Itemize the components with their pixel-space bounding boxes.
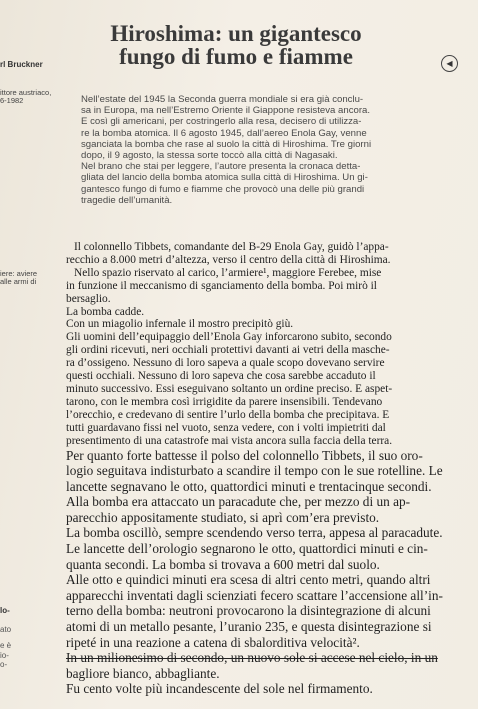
text-line: tutti guardavano fissi nel vuoto, senza vedere, con i volti impietriti dal [66, 421, 386, 434]
text-line: in funzione il meccanismo di sganciamento della bomba. Poi mirò il [66, 279, 377, 292]
intro-paragraph [81, 94, 473, 206]
text-line: Gli uomini dell’equipaggio dell’Enola Gay inforcarono subito, secondo [66, 331, 392, 344]
text-line: quanta secondi. La bomba si trovava a 600 metri dal suolo. [66, 556, 380, 572]
text-line: Per quanto forte battesse il polso del colonnello Tibbets, il suo oro- [66, 447, 423, 463]
margin-fragment: ato [0, 625, 12, 634]
intro-line: E così gli americani, per costringerlo alla resa, decisero di utilizza- [81, 116, 362, 128]
text-line: presentimento di una catastrofe mai vista ancora sulla faccia della terra. [66, 434, 393, 447]
title-line-2: fungo di fumo e fiamme [119, 44, 353, 69]
text-line: gli ordini ricevuti, neri occhiali protettivi davanti ai vetri della masche- [66, 344, 390, 357]
intro-line: dopo, il 9 agosto, la stessa sorte toccò alla città di Nagasaki. [81, 150, 338, 162]
text-line: atomi di un metallo pesante, l’uranio 235, e questa disintegrazione si [66, 619, 432, 635]
intro-line: gliata del lancio della bomba atomica sulla città di Hiroshima. Un gi- [81, 172, 368, 184]
text-line: recchio a 8.000 metri d’altezza, verso il centro della città di Hiroshima. [66, 253, 391, 266]
intro-line: gantesco fungo di fumo e fiamme che provocò una delle più grandi [81, 183, 365, 195]
text-line: La bomba cadde. [66, 305, 145, 318]
text-line: Fu cento volte più incandescente del sole nel firmamento. [66, 681, 373, 697]
intro-line: re la bomba atomica. Il 6 agosto 1945, dall’aereo Enola Gay, venne [81, 127, 367, 139]
text-line: Alla bomba era attaccato un paracadute che, per mezzo di un ap- [66, 494, 411, 510]
text-line: bersaglio. [66, 292, 111, 305]
glossary-note-1: iere: aviere [0, 269, 38, 278]
story-text [66, 241, 476, 697]
text-line: Il colonnello Tibbets, comandante del B-29 Enola Gay, guidò l’appa- [74, 241, 389, 253]
text-line: parecchio appositamente studiato, si aprì com’era previsto. [66, 509, 380, 525]
text-line: ra d’ossigeno. Nessuno di loro sapeva a quale scopo dovevano servire [66, 357, 385, 370]
text-line: tarono, con le membra così irrigidite da parere insensibili. Tendevano [66, 395, 383, 408]
text-line: Le lancette dell’orologio segnarono le otto, quattordici minuti e cin- [66, 541, 428, 557]
text-line: minuto successivo. Essi eseguivano soltanto un ordine preciso. E aspet- [66, 382, 393, 395]
intro-line: sa in Europa, ma nell’Estremo Oriente il Giappone resisteva ancora. [81, 105, 371, 117]
glossary-note-2: alle armi di [0, 277, 37, 286]
intro-line: sganciata la bomba che rase al suolo la città di Hiroshima. Tre giorni [81, 138, 372, 150]
intro-line: Nel brano che stai per leggere, l’autore presenta la cronaca detta- [81, 161, 361, 173]
margin-fragment: lo- [0, 606, 10, 615]
text-line: bagliore bianco, abbagliante. [66, 665, 220, 681]
intro-line: Nell’estate del 1945 la Seconda guerra mondiale si era già conclu- [81, 94, 364, 105]
text-line: La bomba oscillò, sempre scendendo verso terra, appesa al paracadute. [66, 525, 443, 541]
margin-fragment: e è [0, 641, 12, 650]
author-name: rl Bruckner [0, 60, 43, 69]
chapter-title [86, 22, 386, 68]
audio-icon[interactable]: ◀ [441, 55, 458, 72]
text-line: ripeté in una reazione a catena di sbalorditiva velocità². [66, 634, 360, 650]
text-line: lancette segnavano le otto, quattordici minuti e trentacinque secondi. [66, 478, 432, 494]
text-line: In un milionesimo di secondo, un nuovo sole si accese nel cielo, in un [66, 650, 438, 666]
title-line-1: Hiroshima: un gigantesco [110, 21, 362, 46]
text-line: apparecchi inventati dagli scienziati fecero scattare l’accensione all’in- [66, 587, 443, 603]
author-note-2: 6-1982 [0, 96, 24, 105]
text-line: l’orecchio, e credevano di sentire l’urlo della bomba che precipitava. E [66, 408, 390, 421]
text-line: terno della bomba: neutroni provocarono la disintegrazione di alcuni [66, 603, 431, 619]
text-line: logio seguitava indisturbato a scandire il tempo con le sue rotelline. Le [66, 463, 443, 479]
text-line: Con un miagolio infernale il mostro precipitò giù. [66, 318, 294, 331]
intro-line: tragedie dell’umanità. [81, 194, 173, 206]
margin-fragment: io- [0, 651, 9, 660]
author-note-1: ittore austriaco, [0, 88, 52, 97]
text-line: questi occhiali. Nessuno di loro sapeva che cosa sarebbe accaduto il [66, 370, 376, 383]
margin-fragment: o- [0, 660, 8, 669]
text-line: Alle otto e quindici minuti era scesa di altri cento metri, quando altri [66, 572, 431, 588]
text-line: Nello spazio riservato al carico, l’armiere¹, maggiore Ferebee, mise [74, 266, 382, 279]
